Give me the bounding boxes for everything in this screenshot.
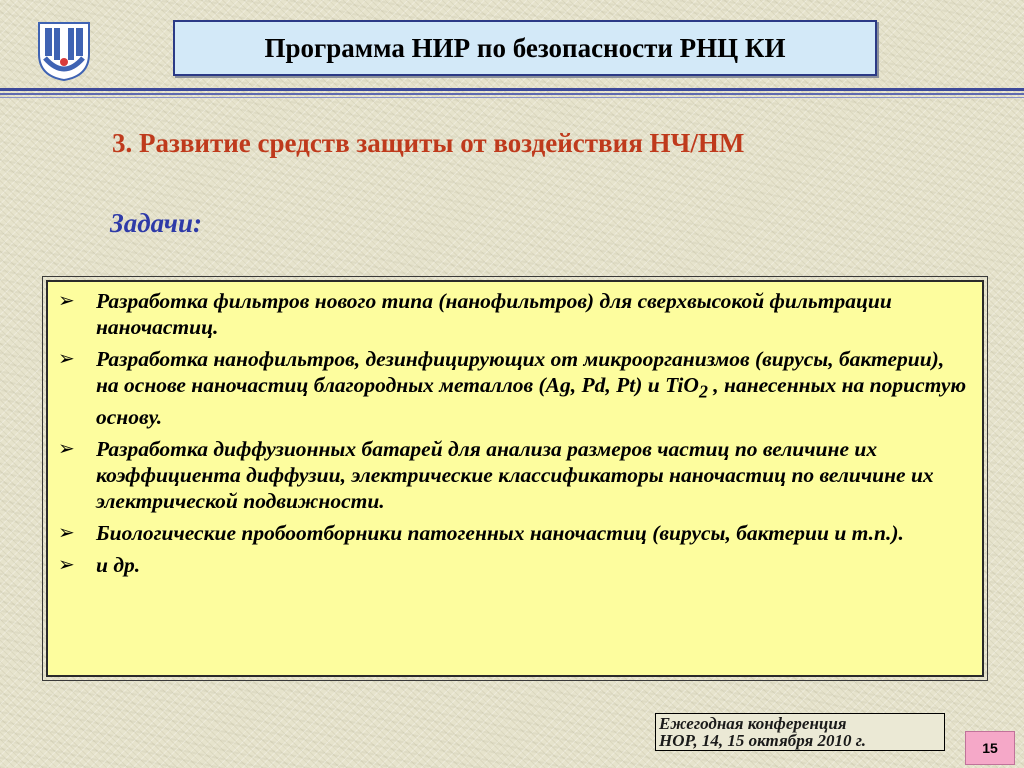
arrowhead-bullet-icon: ➢ [58, 290, 75, 312]
header-divider-secondary [0, 93, 1024, 95]
page-number-badge: 15 [965, 731, 1015, 765]
task-text: и др. [96, 553, 141, 578]
task-item [58, 346, 970, 430]
tasks-label: Задачи: [110, 208, 202, 238]
task-item [58, 552, 970, 578]
task-text-main: Разработка нанофильтров, дезинфицирующих от микроорганизмов (вирусы, бактерии), на основе наночастиц благородных металлов (Ag, Pd, Pt) и TiO [96, 347, 945, 397]
task-text-tail: , нанесенных на пористую основу. [96, 373, 967, 430]
header-divider-tertiary [0, 97, 1024, 98]
tasks-list [46, 280, 984, 677]
footer-line-2: НОР, 14, 15 октября 2010 г. [659, 731, 867, 750]
slide-title: Программа НИР по безопасности РНЦ КИ [173, 20, 877, 76]
task-text: Разработка фильтров нового типа (нанофильтров) для сверхвысокой фильтрации наночастиц. [96, 289, 892, 339]
tasks-box [42, 276, 988, 681]
conference-footer [655, 713, 945, 751]
arrowhead-bullet-icon: ➢ [58, 438, 75, 461]
kurchatov-logo-icon [36, 20, 92, 82]
task-item [58, 520, 970, 546]
subscript-2: 2 [698, 381, 708, 402]
task-text: Разработка диффузионных батарей для анализа размеров частиц по величине их коэффициента диффузии, электрические классификаторы наночастиц по величине их электрической подвижности. [96, 437, 934, 514]
arrowhead-bullet-icon: ➢ [58, 522, 75, 545]
arrowhead-bullet-icon: ➢ [58, 348, 75, 370]
task-item [58, 436, 970, 514]
footer-line-1: Ежегодная конференция [659, 714, 847, 733]
header-divider [0, 88, 1024, 91]
task-text [96, 346, 970, 430]
task-item [58, 288, 970, 340]
section-heading: 3. Развитие средств защиты от воздействия НЧ/НМ [112, 128, 745, 158]
arrowhead-bullet-icon: ➢ [58, 554, 75, 577]
task-text: Биологические пробоотборники патогенных наночастиц (вирусы, бактерии и т.п.). [96, 521, 904, 546]
